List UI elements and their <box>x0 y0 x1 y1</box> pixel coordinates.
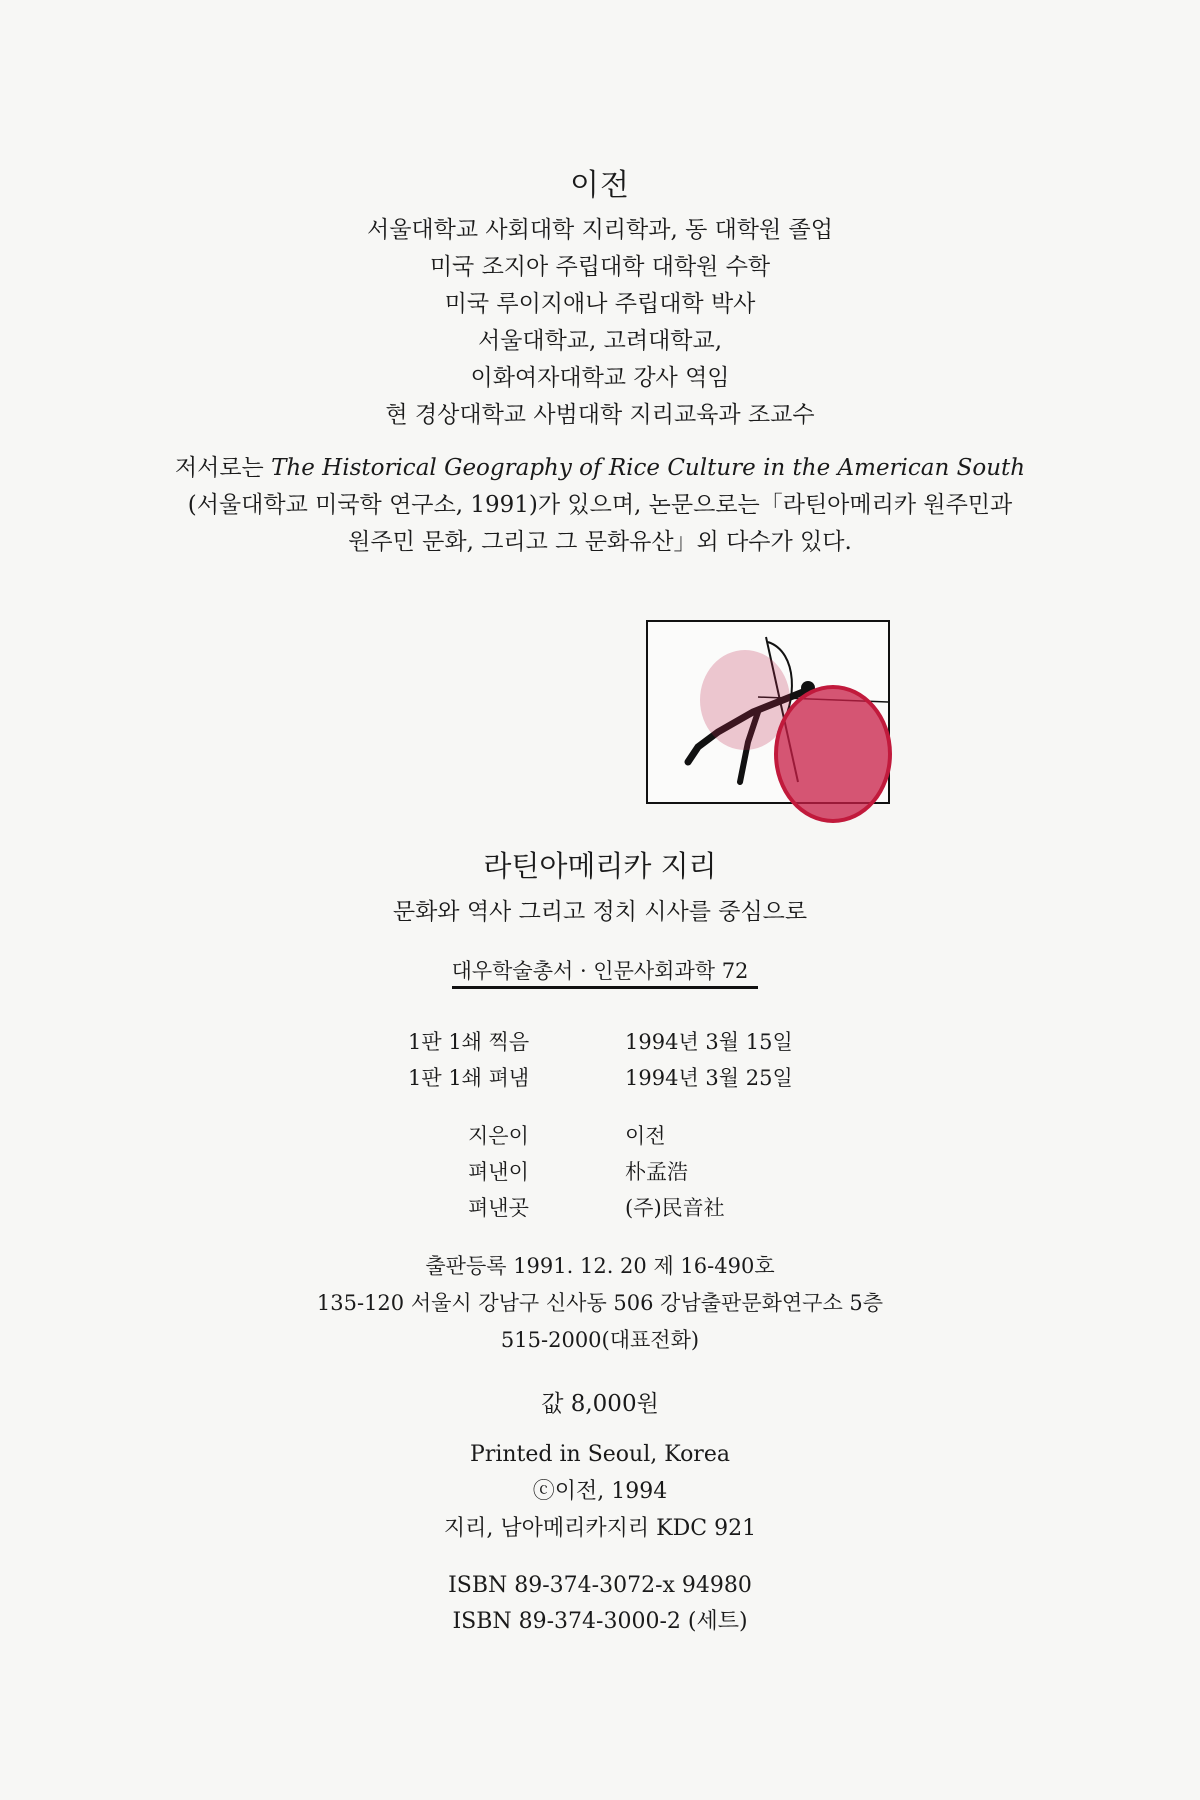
bio-line: 미국 조지아 주립대학 대학원 수학 <box>429 254 771 280</box>
author-name: 이전 <box>570 168 630 203</box>
copyright: ⓒ이전, 1994 <box>532 1479 668 1504</box>
red-seal-icon <box>774 685 892 823</box>
works-prefix: 저서로는 <box>174 455 272 481</box>
price: 값 8,000원 <box>541 1391 659 1417</box>
author-bio <box>0 212 1200 434</box>
row-value: (주)民音社 <box>625 1196 725 1220</box>
colophon-row <box>0 1118 1200 1154</box>
colophon-row <box>0 1024 1200 1060</box>
works-line-3: 원주민 문화, 그리고 그 문화유산」외 다수가 있다. <box>348 529 852 555</box>
row-label: 펴낸곳 <box>468 1196 529 1220</box>
row-label: 지은이 <box>468 1124 529 1148</box>
colophon-row <box>0 1154 1200 1190</box>
isbn-line: ISBN 89-374-3000-2 (세트) <box>452 1609 748 1634</box>
works-line-1 <box>0 450 1200 487</box>
registration: 출판등록 1991. 12. 20 제 16-490호 <box>425 1254 775 1278</box>
printed-in: Printed in Seoul, Korea <box>470 1442 730 1467</box>
row-label: 1판 1쇄 펴냄 <box>408 1066 530 1090</box>
works-english-title: The Historical Geography of Rice Culture in the American South <box>271 455 1026 481</box>
colophon-table <box>0 1024 1200 1226</box>
works-line-2: (서울대학교 미국학 연구소, 1991)가 있으며, 논문으로는「라틴아메리카 원주민과 <box>187 492 1013 518</box>
colophon-row <box>0 1060 1200 1096</box>
isbn-line: ISBN 89-374-3072-x 94980 <box>448 1573 752 1598</box>
series-underline <box>452 986 758 989</box>
author-works <box>0 450 1200 561</box>
book-subtitle: 문화와 역사 그리고 정치 시사를 중심으로 <box>392 899 808 925</box>
series-name: 대우학술총서 · 인문사회과학 72 <box>451 959 749 983</box>
bio-line: 현 경상대학교 사범대학 지리교육과 조교수 <box>385 402 815 428</box>
row-value: 1994년 3월 15일 <box>625 1030 793 1054</box>
printing-info <box>0 1436 1200 1547</box>
row-value: 이전 <box>625 1124 666 1148</box>
address: 135-120 서울시 강남구 신사동 506 강남출판문화연구소 5층 <box>316 1291 884 1315</box>
bio-line: 서울대학교, 고려대학교, <box>477 328 723 354</box>
row-label: 펴낸이 <box>468 1160 529 1184</box>
registration-block <box>0 1248 1200 1359</box>
bio-line: 서울대학교 사회대학 지리학과, 동 대학원 졸업 <box>366 217 833 243</box>
row-value: 1994년 3월 25일 <box>625 1066 793 1090</box>
row-value: 朴孟浩 <box>625 1160 688 1184</box>
phone: 515-2000(대표전화) <box>500 1328 700 1352</box>
classification: 지리, 남아메리카지리 KDC 921 <box>443 1516 757 1541</box>
colophon-row <box>0 1190 1200 1226</box>
bio-line: 이화여자대학교 강사 역임 <box>470 365 730 391</box>
isbn-block <box>0 1568 1200 1640</box>
row-label: 1판 1쇄 찍음 <box>408 1030 530 1054</box>
book-title: 라틴아메리카 지리 <box>483 849 717 883</box>
bio-line: 미국 루이지애나 주립대학 박사 <box>444 291 756 317</box>
